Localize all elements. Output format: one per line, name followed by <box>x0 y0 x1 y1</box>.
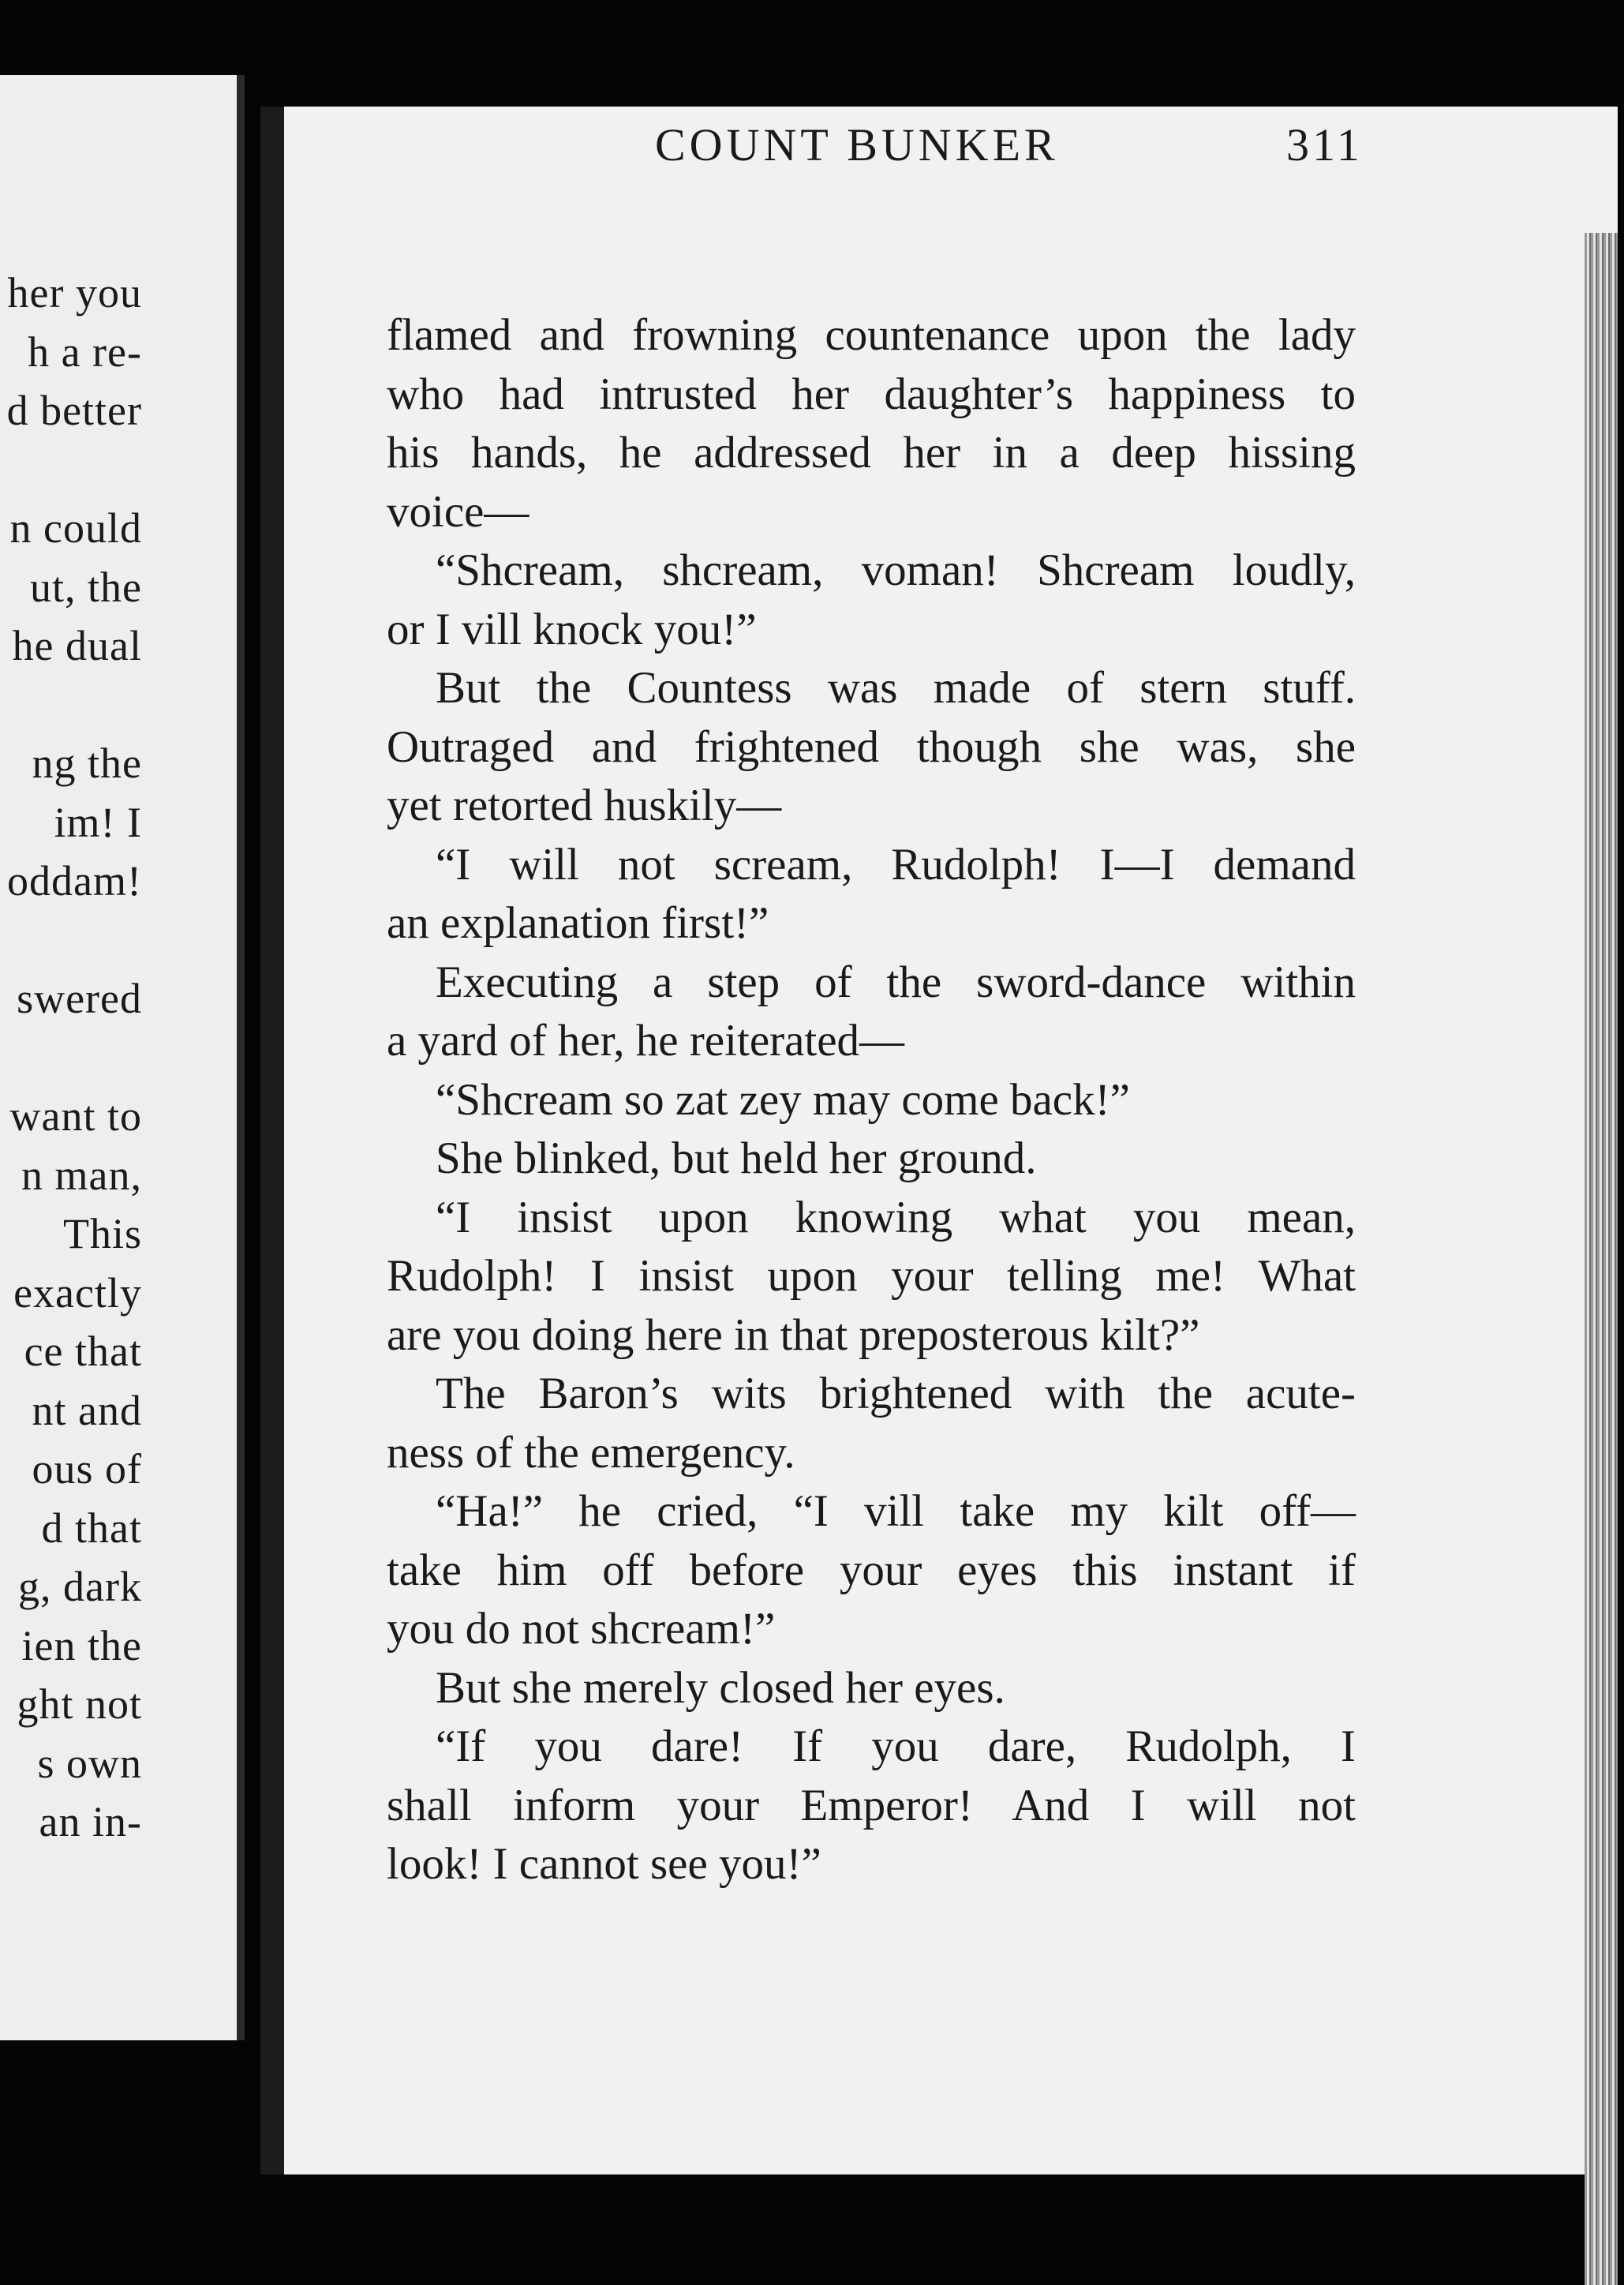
text-line: voice— <box>387 486 529 537</box>
left-page-line: im! I <box>54 798 142 846</box>
text-line: or I vill knock you!” <box>387 604 757 654</box>
running-head: COUNT BUNKER <box>655 119 1059 170</box>
left-page-line: ce that <box>24 1328 142 1375</box>
text-line: an explanation first!” <box>387 898 769 948</box>
text-line: She blinked, but held her ground. <box>436 1133 1037 1183</box>
left-page-line: her you <box>7 269 142 317</box>
left-page-line: ut, the <box>30 563 142 611</box>
text-line: “Shcream so zat zey may come back!” <box>436 1074 1130 1125</box>
text-line: a yard of her, he reiterated— <box>387 1016 905 1066</box>
page-edge <box>1585 233 1618 2285</box>
text-line: look! I cannot see you!” <box>387 1839 821 1889</box>
text-line: are you doing here in that preposterous kilt?” <box>387 1309 1200 1360</box>
left-page-line: want to <box>9 1092 142 1140</box>
text-line: Executing a step of the sword-dance within <box>436 957 1356 1007</box>
left-page-line: ght not <box>17 1680 142 1728</box>
text-line: yet retorted huskily— <box>387 781 782 830</box>
text-line: take him off before your eyes this instant if <box>387 1545 1356 1595</box>
left-page-line: ng the <box>32 740 142 787</box>
left-page-line: h a re- <box>28 328 142 376</box>
page-number: 311 <box>1286 119 1363 170</box>
text-line: ness of the emergency. <box>387 1427 795 1478</box>
text-line: But the Countess was made of stern stuff. <box>436 663 1356 713</box>
text-line: “Ha!” he cried, “I vill take my kilt off— <box>436 1486 1356 1536</box>
left-page-line: ien the <box>21 1621 142 1669</box>
left-page-line: exactly <box>13 1268 142 1317</box>
left-page-line: oddam! <box>7 857 142 905</box>
left-page-fragment <box>0 75 245 2040</box>
text-line: But she merely closed her eyes. <box>436 1662 1005 1713</box>
text-line: “I insist upon knowing what you mean, <box>436 1192 1356 1242</box>
text-line: flamed and frowning countenance upon the lady <box>387 310 1356 360</box>
text-line: The Baron’s wits brightened with the acute- <box>436 1369 1356 1418</box>
left-page-line: ous of <box>32 1445 142 1493</box>
text-line: “Shcream, shcream, voman! Shcream loudly, <box>436 545 1356 595</box>
left-page-line: n could <box>9 504 142 552</box>
left-page-line: s own <box>37 1739 142 1787</box>
text-line: Outraged and frightened though she was, she <box>387 721 1356 772</box>
left-page-line: This <box>62 1210 142 1257</box>
left-page-line: g, dark <box>18 1563 142 1610</box>
left-page-line: n man, <box>21 1151 142 1199</box>
left-page-line: nt and <box>32 1386 142 1434</box>
left-page-line: he dual <box>12 622 142 669</box>
text-line: “If you dare! If you dare, Rudolph, I <box>436 1721 1356 1771</box>
text-line: his hands, he addressed her in a deep hissing <box>387 428 1356 478</box>
left-page-line: d better <box>6 387 142 434</box>
left-page-line: d that <box>41 1504 142 1552</box>
left-page-line: an in- <box>39 1798 142 1845</box>
left-page-line: swered <box>17 975 142 1022</box>
text-line: you do not shcream!” <box>387 1604 776 1654</box>
text-line: shall inform your Emperor! And I will not <box>387 1780 1356 1830</box>
text-line: “I will not scream, Rudolph! I—I demand <box>436 839 1356 890</box>
page-header <box>0 118 1624 174</box>
body-text <box>387 306 1356 1894</box>
text-line: who had intrusted her daughter’s happiness to <box>387 369 1356 419</box>
text-line: Rudolph! I insist upon your telling me! What <box>387 1251 1356 1301</box>
